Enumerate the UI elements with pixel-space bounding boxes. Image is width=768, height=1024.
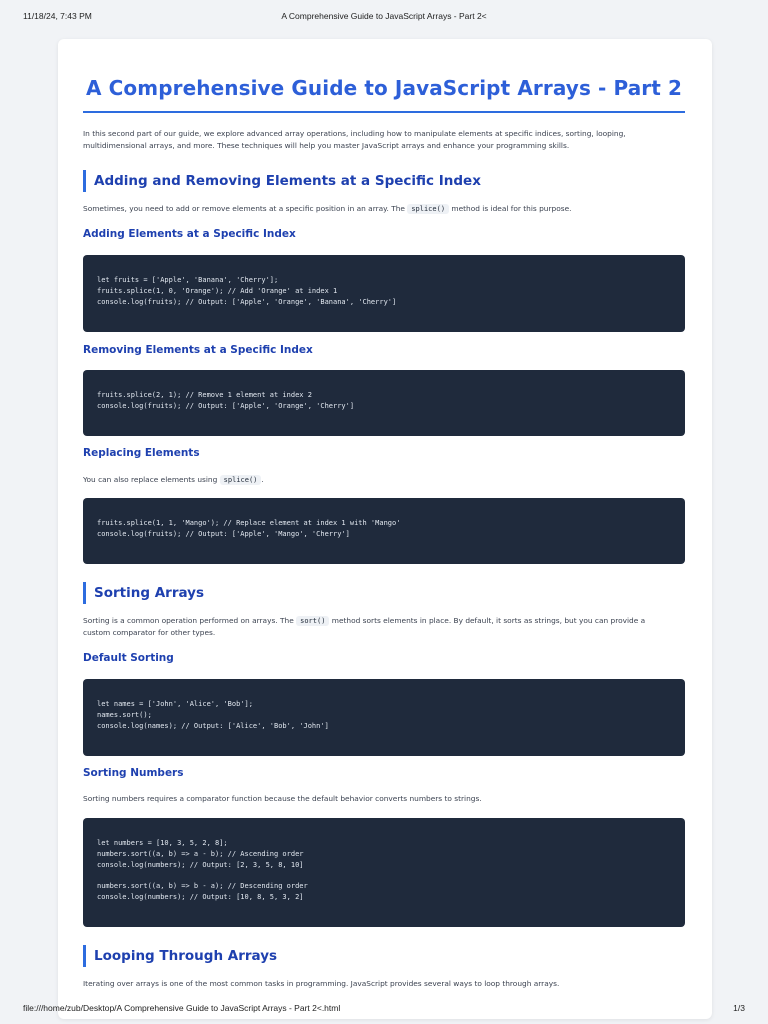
- add-remove-description: [83, 203, 685, 215]
- print-title: A Comprehensive Guide to JavaScript Arrays - Part 2<: [281, 11, 487, 21]
- code-line: let fruits = ['Apple', 'Banana', 'Cherry'];: [97, 276, 279, 284]
- subheading-removing: Removing Elements at a Specific Index: [83, 344, 313, 356]
- section-heading-sorting: Sorting Arrays: [83, 582, 204, 604]
- subheading-adding: Adding Elements at a Specific Index: [83, 228, 296, 240]
- code-line: numbers.sort((a, b) => b - a); // Descending order: [97, 882, 308, 891]
- code-line: fruits.splice(2, 1); // Remove 1 element at index 2: [97, 391, 312, 399]
- code-line: let numbers = [10, 3, 5, 2, 8];: [97, 839, 228, 847]
- code-line: console.log(names); // Output: ['Alice', 'Bob', 'John']: [97, 721, 329, 730]
- code-line: console.log(fruits); // Output: ['Apple', 'Orange', 'Banana', 'Cherry']: [97, 297, 397, 306]
- code-block-replacing: [83, 498, 685, 564]
- code-line: console.log(numbers); // Output: [2, 3, 5, 8, 10]: [97, 860, 304, 869]
- subheading-sorting-numbers: Sorting Numbers: [83, 767, 184, 779]
- code-line: [97, 870, 671, 881]
- sorting-desc-line: custom comparator for other types.: [83, 628, 216, 637]
- code-line: console.log(fruits); // Output: ['Apple', 'Orange', 'Cherry']: [97, 401, 355, 410]
- inline-code: sort(): [296, 616, 329, 626]
- subheading-default-sorting: Default Sorting: [83, 652, 174, 664]
- code-line: names.sort();: [97, 710, 152, 719]
- code-line: console.log(numbers); // Output: [10, 8, 5, 3, 2]: [97, 892, 304, 901]
- code-block-removing: [83, 370, 685, 436]
- print-url: file:///home/zub/Desktop/A Comprehensive Guide to JavaScript Arrays - Part 2<.html: [23, 1003, 341, 1013]
- section-heading-add-remove: Adding and Removing Elements at a Specific Index: [83, 170, 481, 192]
- intro-line: In this second part of our guide, we explore advanced array operations, including how to manipulate elements at specific indices, sorting, looping,: [83, 129, 626, 138]
- desc-text: Sorting is a common operation performed on arrays. The: [83, 616, 294, 625]
- desc-text: You can also replace elements using: [83, 475, 218, 484]
- code-line: console.log(fruits); // Output: ['Apple', 'Mango', 'Cherry']: [97, 529, 350, 538]
- sorting-description: [83, 615, 685, 639]
- desc-text: Sometimes, you need to add or remove elements at a specific position in an array. The: [83, 204, 405, 213]
- section-heading-looping: Looping Through Arrays: [83, 945, 277, 967]
- code-line: fruits.splice(1, 0, 'Orange'); // Add 'Orange' at index 1: [97, 286, 338, 295]
- code-block-sorting-numbers: [83, 818, 685, 927]
- page-title: A Comprehensive Guide to JavaScript Arrays - Part 2: [86, 76, 682, 100]
- looping-description: Iterating over arrays is one of the most common tasks in programming. JavaScript provides several ways to loop through arrays.: [83, 979, 560, 988]
- sorting-numbers-description: Sorting numbers requires a comparator function because the default behavior converts numbers to strings.: [83, 794, 482, 803]
- page-number: 1/3: [733, 1003, 745, 1013]
- desc-text: .: [261, 475, 264, 484]
- title-divider: [83, 111, 685, 113]
- code-line: fruits.splice(1, 1, 'Mango'); // Replace element at index 1 with 'Mango': [97, 519, 401, 527]
- print-header: [0, 0, 768, 26]
- sorting-desc-line: [83, 615, 685, 627]
- print-footer: [0, 1000, 768, 1024]
- code-block-adding: [83, 255, 685, 332]
- code-line: let names = ['John', 'Alice', 'Bob'];: [97, 700, 253, 708]
- inline-code: splice(): [220, 475, 262, 485]
- inline-code: splice(): [407, 204, 449, 214]
- code-block-default-sorting: [83, 679, 685, 756]
- replacing-description: [83, 474, 685, 486]
- subheading-replacing: Replacing Elements: [83, 447, 200, 459]
- intro-paragraph: [83, 128, 685, 152]
- code-line: numbers.sort((a, b) => a - b); // Ascending order: [97, 849, 304, 858]
- desc-text: method sorts elements in place. By default, it sorts as strings, but you can provide a: [331, 616, 646, 625]
- desc-text: method is ideal for this purpose.: [451, 204, 572, 213]
- intro-line: multidimensional arrays, and more. These techniques will help you master JavaScript arrays and enhance your programming skills.: [83, 141, 570, 150]
- print-date: 11/18/24, 7:43 PM: [23, 11, 92, 21]
